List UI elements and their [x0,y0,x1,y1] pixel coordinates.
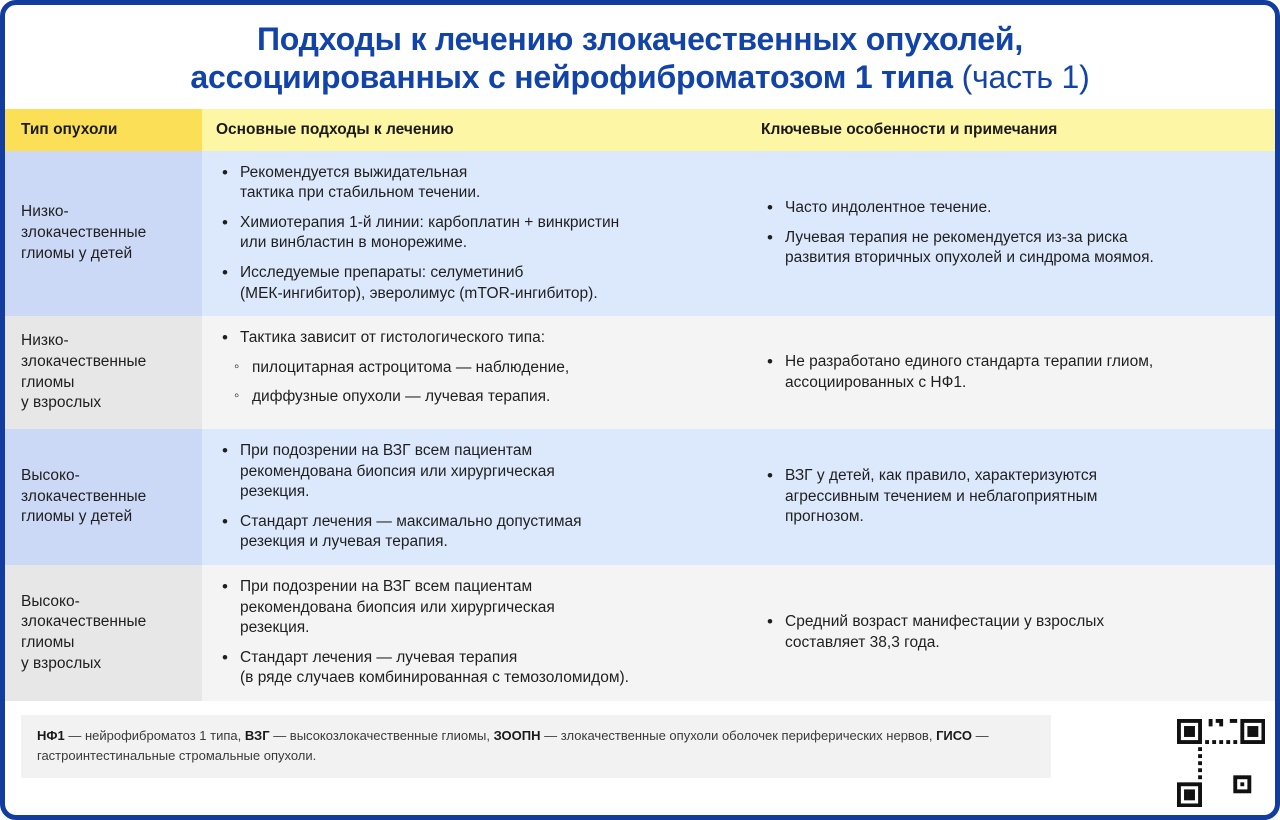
table-row [5,565,1275,701]
abbreviation-legend [21,715,1051,778]
treatment-list [218,163,731,305]
treatment-cell [202,565,747,701]
bullet-item: • Тактика зависит от гистологического типа: [218,328,731,349]
treatment-list [218,577,731,689]
notes-list [763,612,1259,653]
table-row [5,429,1275,565]
table-header-row [5,109,1275,151]
title-line-2 [31,59,1249,97]
legend-text: — гастроинтестинальные стромальные опухоли. [37,728,989,763]
bullet-item: • Стандарт лечения — лучевая терапия (в ряде случаев комбинированная с темозоломидом). [218,648,731,689]
treatment-cell [202,316,747,429]
notes-cell [747,429,1275,565]
notes-list [763,198,1259,269]
bullet-item: • Лучевая терапия не рекомендуется из-за риска развития вторичных опухолей и синдрома моямоя. [763,228,1259,269]
bullet-item: • Рекомендуется выжидательная тактика при стабильном течении. [218,163,731,204]
table-row [5,151,1275,317]
tumor-type-cell: Низко- злокачественные глиомы у взрослых [5,316,202,429]
notes-cell [747,565,1275,701]
bullet-item: • ВЗГ у детей, как правило, характеризуются агрессивным течением и неблагоприятным прогнозом. [763,466,1259,528]
notes-list [763,466,1259,528]
page-title [5,5,1275,109]
treatment-cell [202,429,747,565]
title-part-label: (часть 1) [961,58,1090,95]
notes-cell [747,316,1275,429]
notes-cell [747,151,1275,317]
bullet-item: • Средний возраст манифестации у взрослых составляет 38,3 года. [763,612,1259,653]
tumor-type-cell: Высоко- злокачественные глиомы у детей [5,429,202,565]
table-header [5,109,1275,151]
tumor-type-cell: Высоко- злокачественные глиомы у взрослых [5,565,202,701]
qr-code-image [1177,719,1265,807]
footer [5,701,1275,786]
legend-text: — злокачественные опухоли оболочек периферических нервов, [540,728,937,744]
table-body [5,151,1275,702]
legend-abbrev: НФ1 [37,728,65,744]
bullet-item: • Часто индолентное течение. [763,198,1259,219]
column-header-notes: Ключевые особенности и примечания [747,109,1275,151]
treatment-table [5,109,1275,702]
treatment-list [218,441,731,553]
legend-abbrev: ВЗГ [244,728,270,744]
column-header-tumor-type: Тип опухоли [5,109,202,151]
bullet-item: • При подозрении на ВЗГ всем пациентам рекомендована биопсия или хирургическая резекция. [218,577,731,639]
bullet-item: • Исследуемые препараты: селуметиниб (МЕК-ингибитор), эверолимус (mTOR-ингибитор). [218,263,731,304]
bullet-item: • Стандарт лечения — максимально допустимая резекция и лучевая терапия. [218,512,731,553]
legend-abbrev: ЗООПН [493,728,541,744]
bullet-item: • Химиотерапия 1-й линии: карбоплатин + винкристин или винбластин в монорежиме. [218,213,731,254]
bullet-item: • При подозрении на ВЗГ всем пациентам рекомендована биопсия или хирургическая резекция. [218,441,731,503]
title-line-1: Подходы к лечению злокачественных опухолей, [256,21,1024,57]
treatment-list [218,328,731,408]
sub-bullet-item: ◦ диффузные опухоли — лучевая терапия. [218,387,731,408]
column-header-treatment: Основные подходы к лечению [202,109,747,151]
legend-abbrev: ГИСО [936,728,972,744]
treatment-cell [202,151,747,317]
tumor-type-cell: Низко- злокачественные глиомы у детей [5,151,202,317]
table-row [5,316,1275,429]
bullet-item: • Не разработано единого стандарта терапии глиом, ассоциированных с НФ1. [763,352,1259,393]
qr-code[interactable] [1177,719,1265,807]
notes-list [763,352,1259,393]
title-line-2-main: ассоциированных с нейрофиброматозом 1 типа [190,58,953,95]
legend-text: — высокозлокачественные глиомы, [269,728,494,744]
legend-text: — нейрофиброматоз 1 типа, [64,728,245,744]
sub-bullet-item: ◦ пилоцитарная астроцитома — наблюдение, [218,358,731,379]
